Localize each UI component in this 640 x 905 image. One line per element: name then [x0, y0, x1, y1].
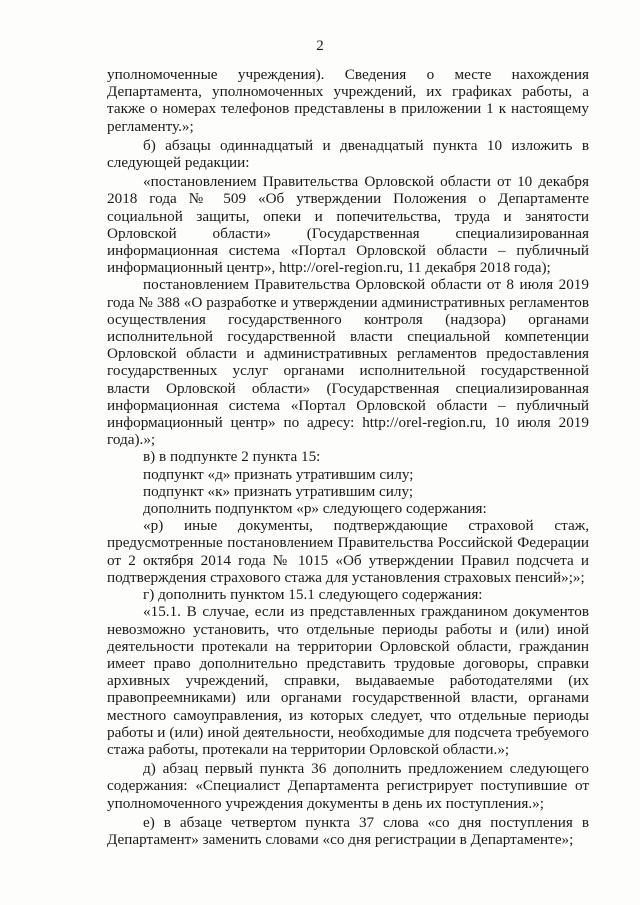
paragraph-2: б) абзацы одиннадцатый и двенадцатый пункта 10 изложить в следующей редакции:	[107, 136, 589, 172]
paragraph-9: «р) иные документы, подтверждающие страховой стаж, предусмотренные постановлением Правительства Российской Федерации от 2 октября 2014 года № 1015 «Об утверждении Правил подсчета и подтверждения страхового стажа для установления страховых пенсий»;»;	[107, 517, 589, 586]
paragraph-10: г) дополнить пунктом 15.1 следующего содержания:	[143, 586, 483, 604]
document-body	[107, 66, 589, 848]
paragraph-1: уполномоченные учреждения). Сведения о месте нахождения Департамента, уполномоченных учреждений, их графиках работы, а также о номерах телефонов представлены в приложении 1 к настоящему регламенту.»;	[107, 66, 589, 135]
paragraph-4: постановлением Правительства Орловской области от 8 июля 2019 года № 388 «О разработке и утверждении административных регламентов осуществления государственного контроля (надзора) органами исполнительной государственной власти специальной компетенции Орловской области и административных регламентов предоставления государственных услуг органами исполнительной государственной власти Орловской области» (Государственная специализированная информационная система «Портал Орловской области – публичный информационный центр» по адресу: http://orel-region.ru, 10 июля 2019 года).»;	[107, 276, 589, 449]
paragraph-8: дополнить подпунктом «р» следующего содержания:	[143, 500, 487, 518]
paragraph-6: подпункт «д» признать утратившим силу;	[143, 465, 414, 483]
paragraph-11: «15.1. В случае, если из представленных гражданином документов невозможно установить, что отдельные периоды работы и (или) иной деятельности протекали на территории Орловской области, гражданин имеет право дополнительно представить трудовые договоры, справки архивных учреждений, справки, выдаваемые работодателями (их правопреемниками) или органами государственной власти, органами местного самоуправления, из которых следует, что отдельные периоды работы и (или) иной деятельности, необходимые для подсчета требуемого стажа работы, протекали на территории Орловской области.»;	[107, 603, 589, 758]
paragraph-12: д) абзац первый пункта 36 дополнить предложением следующего содержания: «Специалист Департамента регистрирует поступившие от уполномоченного учреждения документы в день их поступления.»;	[107, 760, 589, 812]
paragraph-5: в) в подпункте 2 пункта 15:	[143, 448, 321, 466]
paragraph-7: подпункт «к» признать утратившим силу;	[143, 482, 414, 500]
paragraph-3: «постановлением Правительства Орловской области от 10 декабря 2018 года № 509 «Об утверждении Положения о Департаменте социальной защиты, опеки и попечительства, труда и занятости Орловской области» (Государственная специализированная информационная система «Портал Орловской области – публичный информационный центр», http://orel-region.ru, 11 декабря 2018 года);	[107, 173, 589, 277]
page-number: 2	[316, 38, 324, 54]
paragraph-13: е) в абзаце четвертом пункта 37 слова «со дня поступления в Департамент» заменить словами «со дня регистрации в Департаменте»;	[107, 813, 589, 848]
